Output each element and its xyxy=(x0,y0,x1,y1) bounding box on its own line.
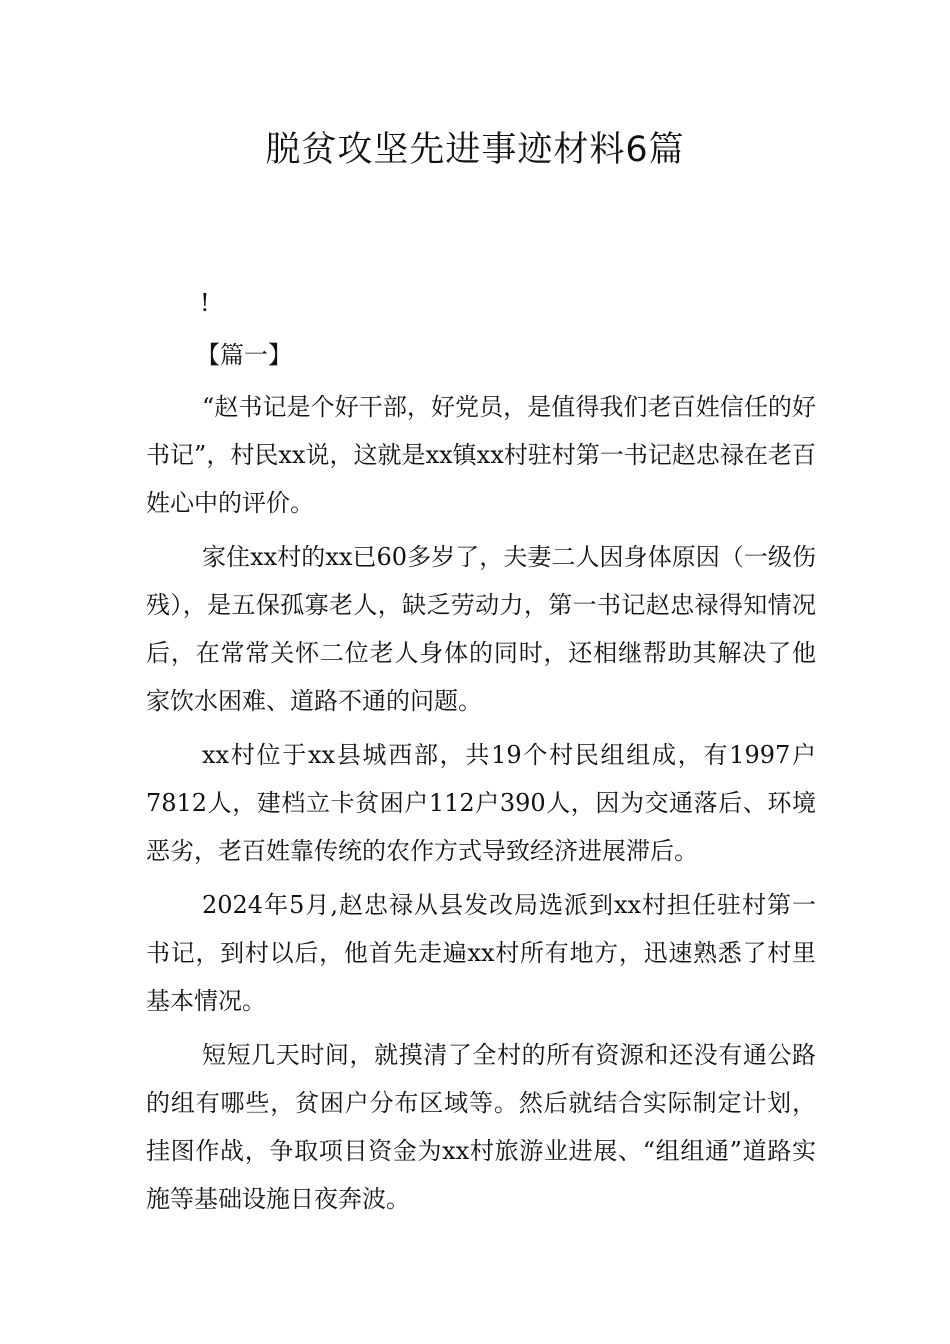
exclamation-mark: ! xyxy=(200,289,210,317)
document-title: 脱贫攻坚先进事迹材料6篇 xyxy=(265,130,685,170)
paragraph-5: 短短几天时间，就摸清了全村的所有资源和还没有通公路的组有哪些，贫困户分布区域等。然后就结合实际制定计划，挂图作战，争取项目资金为xx村旅游业进展、“组组通”道路实施等基础设施日夜奔波。 xyxy=(146,1041,816,1213)
paragraph-1: “赵书记是个好干部，好党员，是值得我们老百姓信任的好书记”，村民xx说，这就是xx镇xx村驻村第一书记赵忠禄在老百姓心中的评价。 xyxy=(146,393,816,517)
document-body xyxy=(146,279,816,1229)
section-heading: 【篇一】 xyxy=(196,341,292,369)
paragraph-2: 家住xx村的xx已60多岁了，夫妻二人因身体原因（一级伤残），是五保孤寡老人，缺乏劳动力，第一书记赵忠禄得知情况后，在常常关怀二位老人身体的同时，还相继帮助其解决了他家饮水困难、道路不通的问题。 xyxy=(146,543,816,715)
paragraph-3: xx村位于xx县城西部，共19个村民组组成，有1997户7812人，建档立卡贫困户112户390人，因为交通落后、环境恶劣，老百姓靠传统的农作方式导致经济进展滞后。 xyxy=(146,741,816,865)
paragraph-4: 2024年5月,赵忠禄从县发改局选派到xx村担任驻村第一书记，到村以后，他首先走遍xx村所有地方，迅速熟悉了村里基本情况。 xyxy=(146,891,816,1015)
